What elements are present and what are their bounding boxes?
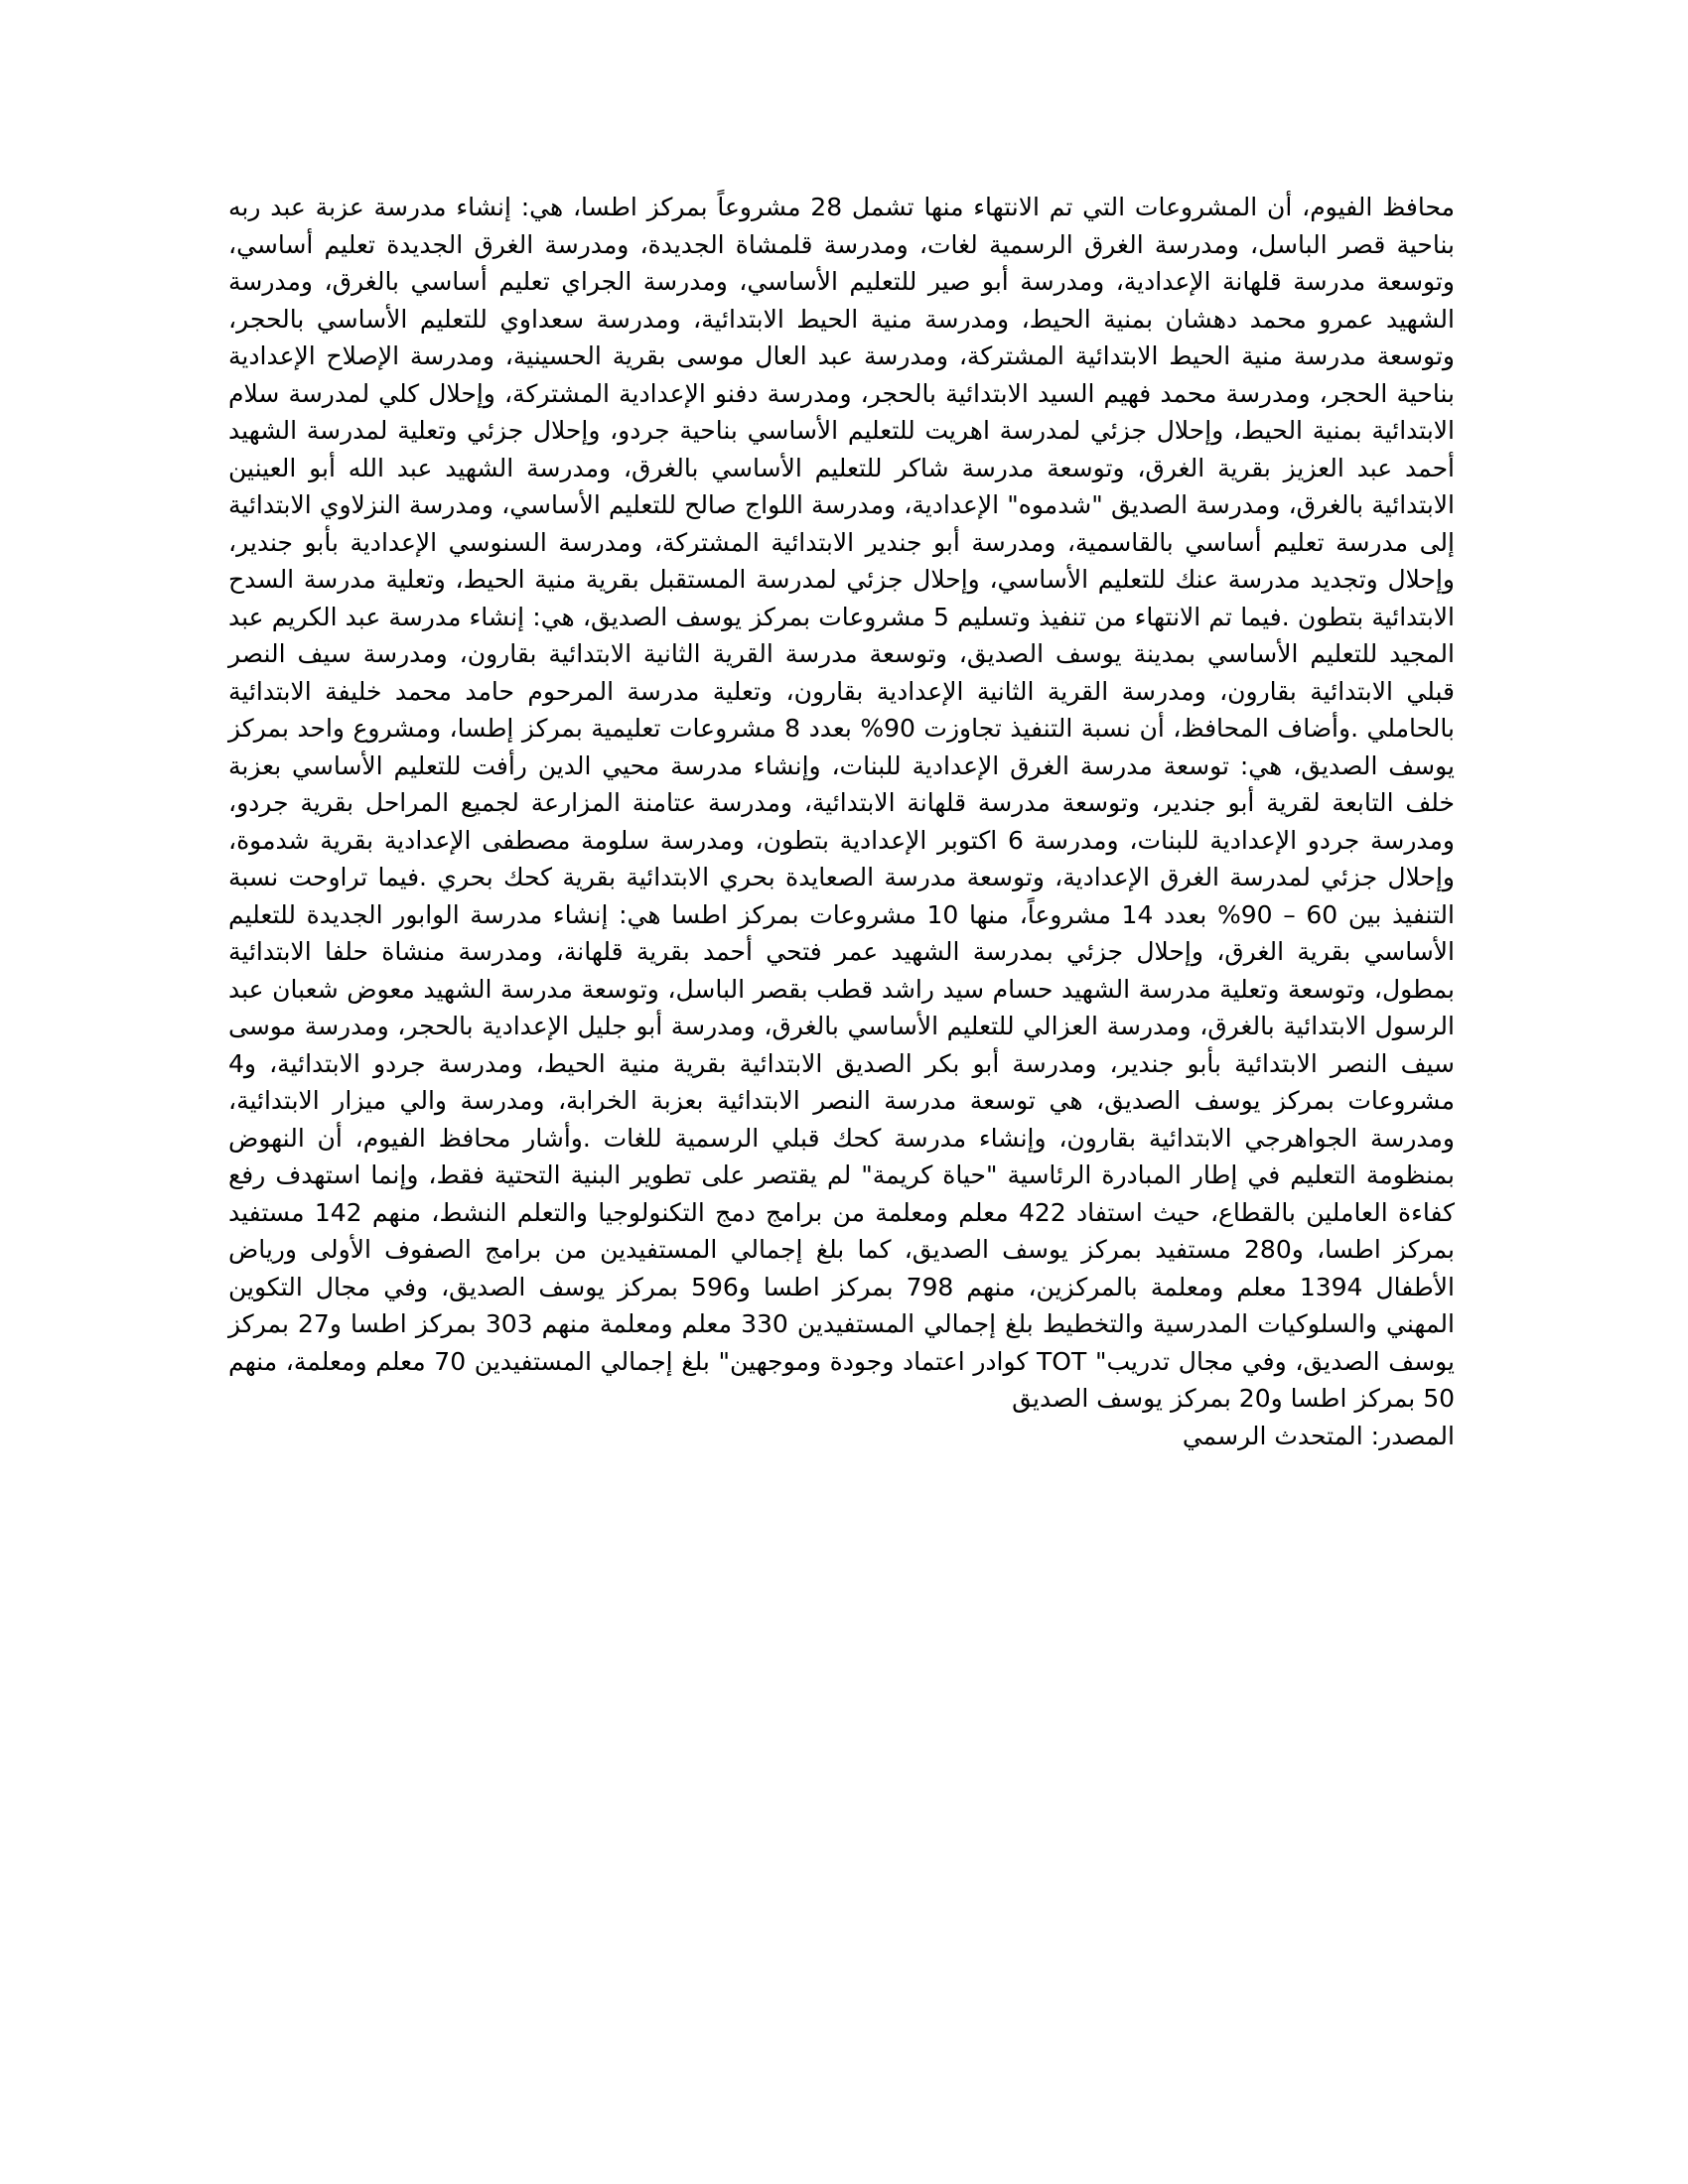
article-content [228,189,1455,1454]
article-source: المصدر: المتحدث الرسمي [1182,1421,1455,1450]
article-body: محافظ الفيوم، أن المشروعات التي تم الانتهاء منها تشمل 28 مشروعاً بمركز اطسا، هي: إنشاء مدرسة عزبة عبد ربه بناحية قصر الباسل، ومدرسة الغرق الرسمية لغات، ومدرسة قلمشاة الجديدة، ومدرسة الغرق الجديدة تعليم أساسي، وتوسعة مدرسة قلهانة الإعدادية، ومدرسة أبو صير للتعليم الأساسي، ومدرسة الجراي تعليم أساسي بالغرق، ومدرسة الشهيد عمرو محمد دهشان بمنية الحيط، ومدرسة منية الحيط الابتدائية، ومدرسة سعداوي للتعليم الأساسي بالحجر، وتوسعة مدرسة منية الحيط الابتدائية المشتركة، ومدرسة عبد العال موسى بقرية الحسينية، ومدرسة الإصلاح الإعدادية بناحية الحجر، ومدرسة محمد فهيم السيد الابتدائية بالحجر، ومدرسة دفنو الإعدادية المشتركة، وإحلال كلي لمدرسة سلام الابتدائية بمنية الحيط، وإحلال جزئي لمدرسة اهريت للتعليم الأساسي بناحية جردو، وإحلال جزئي وتعلية لمدرسة الشهيد أحمد عبد العزيز بقرية الغرق، وتوسعة مدرسة شاكر للتعليم الأساسي بالغرق، ومدرسة الشهيد عبد الله أبو العينين الابتدائية بالغرق، ومدرسة الصديق "شدموه" الإعدادية، ومدرسة اللواج صالح للتعليم الأساسي، ومدرسة النزلاوي الابتدائية إلى مدرسة تعليم أساسي بالقاسمية، ومدرسة أبو جندير الابتدائية المشتركة، ومدرسة السنوسي الإعدادية بأبو جندير، وإحلال وتجديد مدرسة عنك للتعليم الأساسي، وإحلال جزئي لمدرسة المستقبل بقرية منية الحيط، وتعلية مدرسة السدح الابتدائية بتطون .فيما تم الانتهاء من تنفيذ وتسليم 5 مشروعات بمركز يوسف الصديق، هي: إنشاء مدرسة عبد الكريم عبد المجيد للتعليم الأساسي بمدينة يوسف الصديق، وتوسعة مدرسة القرية الثانية الابتدائية بقارون، ومدرسة سيف النصر قبلي الابتدائية بقارون، ومدرسة القرية الثانية الإعدادية بقارون، وتعلية مدرسة المرحوم حامد محمد خليفة الابتدائية بالحاملي .وأضاف المحافظ، أن نسبة التنفيذ تجاوزت 90% بعدد 8 مشروعات تعليمية بمركز إطسا، ومشروع واحد بمركز يوسف الصديق، هي: توسعة مدرسة الغرق الإعدادية للبنات، وإنشاء مدرسة محيي الدين رأفت للتعليم الأساسي بعزبة خلف التابعة لقرية أبو جندير، وتوسعة مدرسة قلهانة الابتدائية، ومدرسة عتامنة المزارعة لجميع المراحل بقرية جردو، ومدرسة جردو الإعدادية للبنات، ومدرسة 6 اكتوبر الإعدادية بتطون، ومدرسة سلومة مصطفى الإعدادية بقرية شدموة، وإحلال جزئي لمدرسة الغرق الإعدادية، وتوسعة مدرسة الصعايدة بحري الابتدائية بقرية كحك بحري .فيما تراوحت نسبة التنفيذ بين 60 – 90% بعدد 14 مشروعاً، منها 10 مشروعات بمركز اطسا هي: إنشاء مدرسة الوابور الجديدة للتعليم الأساسي بقرية الغرق، وإحلال جزئي بمدرسة الشهيد عمر فتحي أحمد بقرية قلهانة، ومدرسة منشاة حلفا الابتدائية بمطول، وتوسعة وتعلية مدرسة الشهيد حسام سيد راشد قطب بقصر الباسل، وتوسعة مدرسة الشهيد معوض شعبان عبد الرسول الابتدائية بالغرق، ومدرسة العزالي للتعليم الأساسي بالغرق، ومدرسة أبو جليل الإعدادية بالحجر، ومدرسة موسى سيف النصر الابتدائية بأبو جندير، ومدرسة أبو بكر الصديق الابتدائية بقرية منية الحيط، ومدرسة جردو الابتدائية، و4 مشروعات بمركز يوسف الصديق، هي توسعة مدرسة النصر الابتدائية بعزبة الخرابة، ومدرسة والي ميزار الابتدائية، ومدرسة الجواهرجي الابتدائية بقارون، وإنشاء مدرسة كحك قبلي الرسمية للغات .وأشار محافظ الفيوم، أن النهوض بمنظومة التعليم في إطار المبادرة الرئاسية "حياة كريمة" لم يقتصر على تطوير البنية التحتية فقط، وإنما استهدف رفع كفاءة العاملين بالقطاع، حيث استفاد 422 معلم ومعلمة من برامج دمج التكنولوجيا والتعلم النشط، منهم 142 مستفيد بمركز اطسا، و280 مستفيد بمركز يوسف الصديق، كما بلغ إجمالي المستفيدين من برامج الصفوف الأولى ورياض الأطفال 1394 معلم ومعلمة بالمركزين، منهم 798 بمركز اطسا و596 بمركز يوسف الصديق، وفي مجال التكوين المهني والسلوكيات المدرسية والتخطيط بلغ إجمالي المستفيدين 330 معلم ومعلمة منهم 303 بمركز اطسا و27 بمركز يوسف الصديق، وفي مجال تدريب" TOT كوادر اعتماد وجودة وموجهين" بلغ إجمالي المستفيدين 70 معلم ومعلمة، منهم 50 بمركز اطسا و20 بمركز يوسف الصديق [228,193,1456,1413]
